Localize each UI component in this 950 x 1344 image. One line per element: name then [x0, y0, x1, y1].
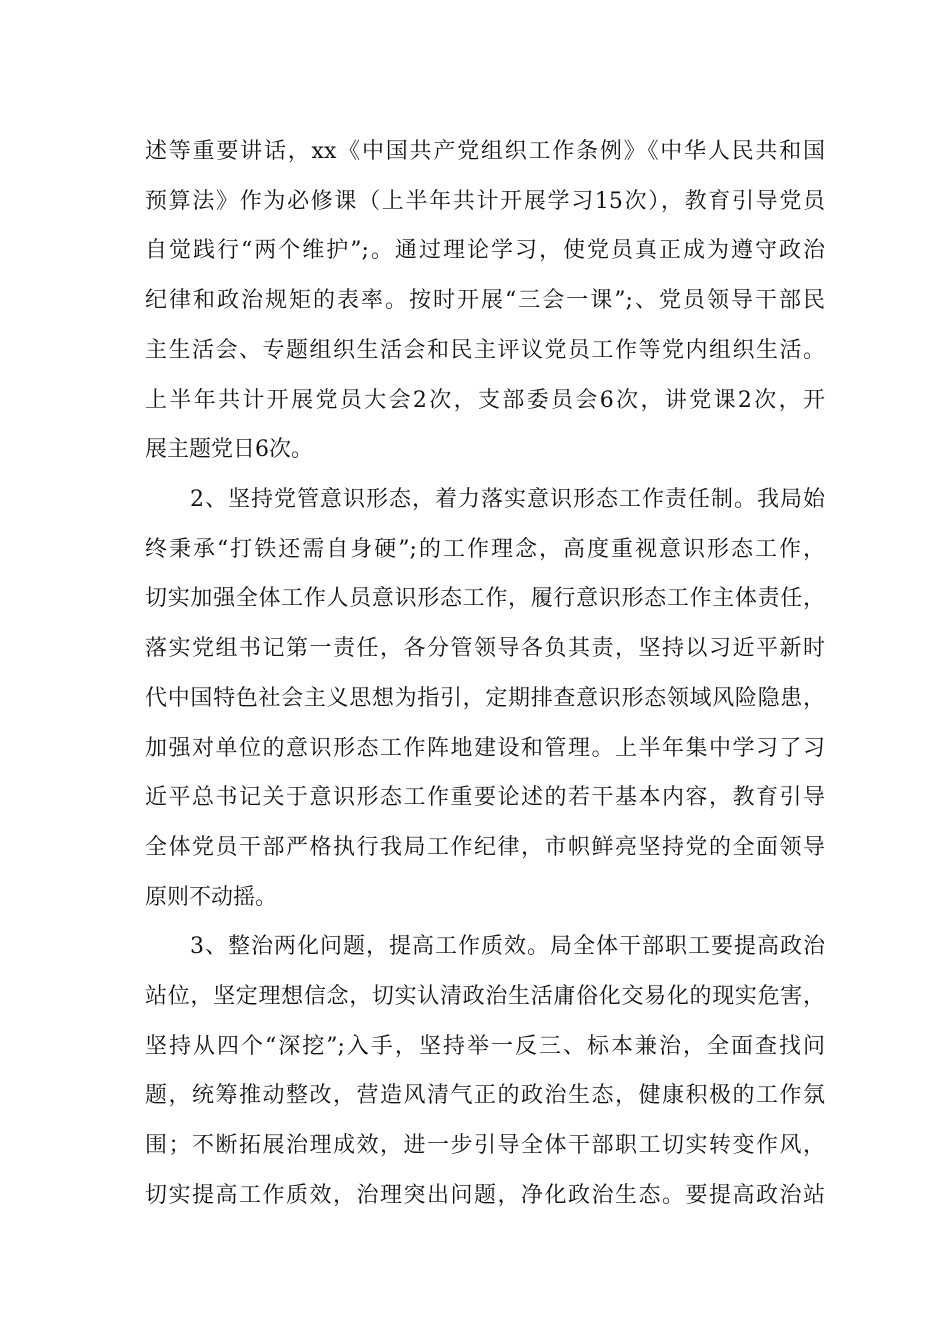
- paragraph-1-line-4: 纪律和政治规矩的表率。按时开展“三会一课”;、党员领导干部民: [145, 288, 825, 313]
- paragraph-2-line-2: 终秉承“打铁还需自身硬”;的工作理念，高度重视意识形态工作，: [145, 537, 825, 562]
- paragraph-1-line-5: 主生活会、专题组织生活会和民主评议党员工作等党内组织生活。: [145, 338, 825, 363]
- paragraph-2-line-1: 2、坚持党管意识形态，着力落实意识形态工作责任制。我局始: [190, 487, 825, 512]
- paragraph-3-line-6: 切实提高工作质效，治理突出问题，净化政治生态。要提高政治站: [145, 1183, 825, 1208]
- paragraph-1-line-7: 展主题党日6次。: [145, 437, 313, 462]
- paragraph-3-line-4: 题，统筹推动整改，营造风清气正的政治生态，健康积极的工作氛: [145, 1083, 825, 1108]
- paragraph-2-line-7: 近平总书记关于意识形态工作重要论述的若干基本内容，教育引导: [145, 785, 825, 810]
- paragraph-2-line-3: 切实加强全体工作人员意识形态工作，履行意识形态工作主体责任，: [145, 586, 825, 611]
- paragraph-2-line-9: 原则不动摇。: [145, 885, 278, 910]
- paragraph-2-line-6: 加强对单位的意识形态工作阵地建设和管理。上半年集中学习了习: [145, 736, 825, 761]
- paragraph-2-line-8: 全体党员干部严格执行我局工作纪律，市帜鲜亮坚持党的全面领导: [145, 835, 825, 860]
- paragraph-3-line-3: 坚持从四个“深挖”;入手，坚持举一反三、标本兼治，全面查找问: [145, 1034, 825, 1059]
- paragraph-1-line-6: 上半年共计开展党员大会2次，支部委员会6次，讲党课2次，开: [145, 388, 825, 413]
- paragraph-3-line-1: 3、整治两化问题，提高工作质效。局全体干部职工要提高政治: [190, 934, 825, 959]
- paragraph-1-line-1: 述等重要讲话，xx《中国共产党组织工作条例》《中华人民共和国: [145, 139, 825, 164]
- paragraph-2-line-5: 代中国特色社会主义思想为指引，定期排查意识形态领域风险隐患，: [145, 686, 825, 711]
- paragraph-3-line-5: 围；不断拓展治理成效，进一步引导全体干部职工切实转变作风，: [145, 1133, 825, 1158]
- paragraph-3-line-2: 站位，坚定理想信念，切实认清政治生活庸俗化交易化的现实危害，: [145, 984, 825, 1009]
- paragraph-1-line-2: 预算法》作为必修课（上半年共计开展学习15次），教育引导党员: [145, 189, 825, 214]
- paragraph-1-line-3: 自觉践行“两个维护”;。通过理论学习，使党员真正成为遵守政治: [145, 238, 825, 263]
- paragraph-2-line-4: 落实党组书记第一责任，各分管领导各负其责，坚持以习近平新时: [145, 636, 825, 661]
